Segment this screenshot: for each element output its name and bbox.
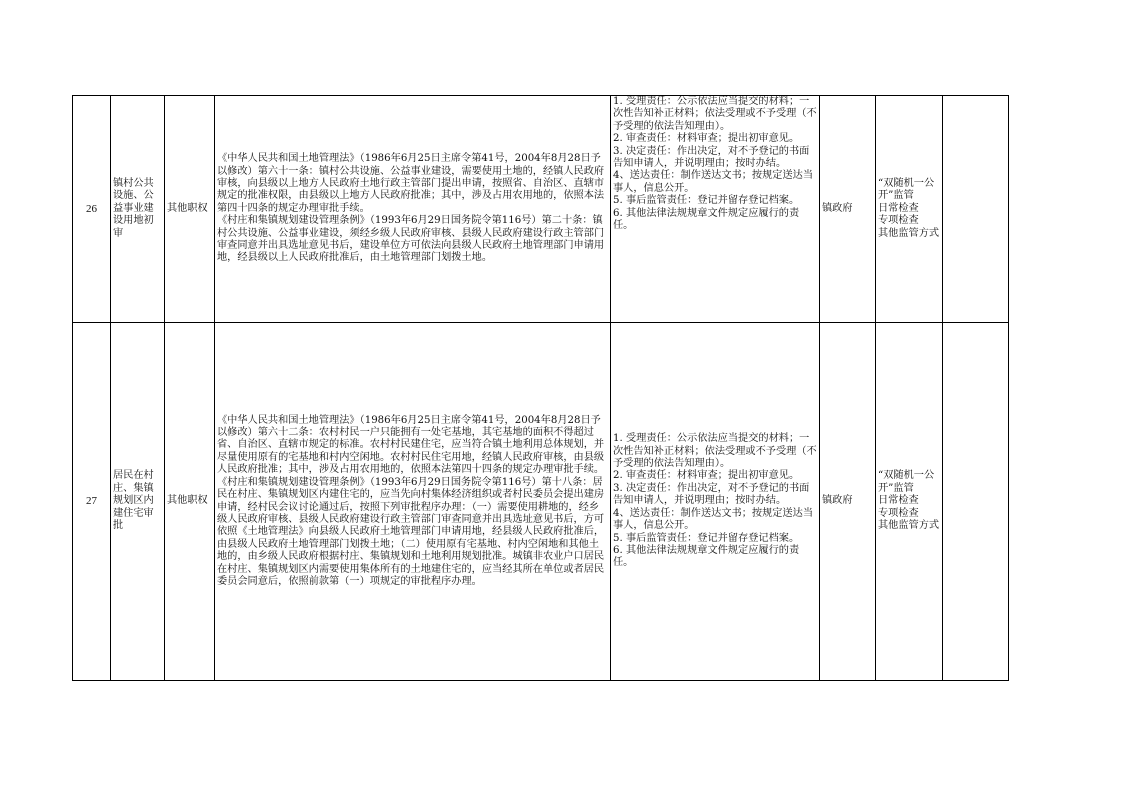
supervision-item: 日常检查 <box>878 202 919 214</box>
legal-basis-paragraph: 《中华人民共和国土地管理法》（1986年6月25日主席令第41号，2004年8月28日予以修改）第六十二条：农村村民一户只能拥有一处宅基地，其宅基地的面积不得超过省、自治区、直辖市规定的标准。农村村民建住宅，应当符合镇土地利用总体规划，并尽量使用原有的宅基地和村内空闲地。农村村民住宅用地，经镇人民政府审核，由县级人民政府批准；其中，涉及占用农用地的，依照本法第四十四条的规定办理审批手续。 <box>217 414 605 476</box>
remark-cell <box>943 323 1009 681</box>
responsible-subject: 镇政府 <box>820 323 876 681</box>
remark-cell <box>943 96 1009 323</box>
item-name: 居民在村庄、集镇规划区内建住宅审批 <box>111 323 165 681</box>
row-number: 27 <box>73 323 111 681</box>
supervision-item: “双随机一公开”监管 <box>878 470 935 494</box>
table-row <box>73 96 1009 323</box>
supervision-item: 其他监管方式 <box>878 520 940 532</box>
supervision-item: 日常检查 <box>878 495 919 507</box>
legal-basis-paragraph: 《中华人民共和国土地管理法》（1986年6月25日主席令第41号，2004年8月28日予以修改）第六十一条：镇村公共设施、公益事业建设，需要使用土地的，经镇人民政府审核，向县级以上地方人民政府土地行政主管部门提出申请，按照省、自治区、直辖市规定的批准权限，由县级以上地方人民政府批准；其中，涉及占用农用地的，依照本法第四十四条的规定办理审批手续。 <box>217 153 605 214</box>
legal-basis-paragraph: 《村庄和集镇规划建设管理条例》（1993年6月29日国务院令第116号）第二十条：镇村公共设施、公益事业建设，须经乡级人民政府审核、县级人民政府建设行政主管部门审查同意并出具选址意见书后，建设单位方可依法向县级人民政府土地管理部门申请用地，经县级以上人民政府批准后，由土地管理部门划拨土地。 <box>217 215 605 264</box>
supervision-item: “双随机一公开”监管 <box>878 177 935 202</box>
responsibility-item: 5. 事后监管责任：登记并留存登记档案。 <box>613 532 800 544</box>
responsible-subject: 镇政府 <box>820 96 876 323</box>
row-number: 26 <box>73 96 111 323</box>
supervision-item: 专项检查 <box>878 507 919 519</box>
legal-basis <box>215 96 611 323</box>
supervision-item: 其他监管方式 <box>878 227 940 239</box>
responsibility-item: 4、送达责任：制作送达文书；按规定送达当事人，信息公开。 <box>613 507 814 532</box>
responsibility-item: 2. 审查责任：材料审查；提出初审意见。 <box>613 133 800 145</box>
responsibility-item: 5. 事后监管责任：登记并留存登记档案。 <box>613 195 800 207</box>
responsibility-item: 3. 决定责任：作出决定，对不予登记的书面告知申请人，并说明理由；按时办结。 <box>613 482 810 507</box>
item-name: 镇村公共设施、公益事业建设用地初审 <box>111 96 165 323</box>
responsibility-item: 6. 其他法律法规规章文件规定应履行的责任。 <box>613 544 800 569</box>
responsibility-item: 4、送达责任：制作送达文书；按规定送达当事人，信息公开。 <box>613 170 814 194</box>
responsibility-item: 3. 决定责任：作出决定，对不予登记的书面告知申请人，并说明理由；按时办结。 <box>613 145 810 170</box>
item-type: 其他职权 <box>165 323 215 681</box>
power-list-table <box>72 95 1009 681</box>
responsibility-item: 1. 受理责任：公示依法应当提交的材料；一次性告知补正材料；依法受理或不予受理（不予受理的依法告知理由）。 <box>613 96 817 132</box>
responsibility-item: 6. 其他法律法规规章文件规定应履行的责任。 <box>613 207 800 232</box>
responsibility-item: 2. 审查责任：材料审查；提出初审意见。 <box>613 470 800 482</box>
supervision-methods <box>876 96 943 323</box>
supervision-item: 专项检查 <box>878 215 919 227</box>
responsibility-item: 1. 受理责任：公示依法应当提交的材料；一次性告知补正材料；依法受理或不予受理（不予受理的依法告知理由）。 <box>613 433 817 470</box>
responsibility-list <box>611 96 820 323</box>
item-type: 其他职权 <box>165 96 215 323</box>
supervision-methods <box>876 323 943 681</box>
responsibility-list <box>611 323 820 681</box>
table-row <box>73 323 1009 681</box>
legal-basis-paragraph: 《村庄和集镇规划建设管理条例》（1993年6月29日国务院令第116号）第十八条：居民在村庄、集镇规划区内建住宅的，应当先向村集体经济组织或者村民委员会提出建房申请，经村民会议讨论通过后，按照下列审批程序办理：（一）需要使用耕地的，经乡级人民政府审核、县级人民政府建设行政主管部门审查同意并出具选址意见书后，方可依照《土地管理法》向县级人民政府土地管理部门申请用地，经县级人民政府批准后，由县级人民政府土地管理部门划拨土地；（二）使用原有宅基地、村内空闲地和其他土地的，由乡级人民政府根据村庄、集镇规划和土地利用规划批准。城镇非农业户口居民在村庄、集镇规划区内需要使用集体所有的土地建住宅的，应当经其所在单位或者居民委员会同意后，依照前款第（一）项规定的审批程序办理。 <box>217 476 605 587</box>
legal-basis <box>215 323 611 681</box>
